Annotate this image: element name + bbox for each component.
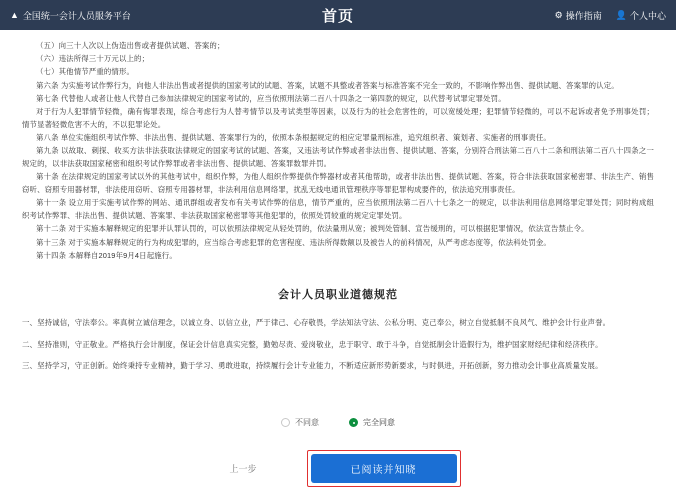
platform-link[interactable] <box>10 9 131 22</box>
clause-list <box>22 40 654 262</box>
operation-guide-label: 操作指南 <box>565 10 602 21</box>
gear-icon: ⚙ <box>554 9 563 20</box>
clause-item: 第十一条 设立用于实施考试作弊的网站、通讯群组或者发布有关考试作弊的信息，情节严重的，应当依照刑法第二百八十七条之一的规定，以非法利用信息网络罪定罪处罚；同时构成组织考试作弊罪、非法出售、提供试题、答案罪、非法获取国家秘密罪等其他犯罪的，依照处罚较重的规定定罪处罚。 <box>22 198 654 221</box>
personal-center-label: 个人中心 <box>629 10 666 21</box>
clause-item: 第六条 为实施考试作弊行为，向他人非法出售或者提供的国家考试的试题、答案，试题不具整或者答案与标准答案不完全一致的，不影响作弊出售、提供试题、答案罪的认定。 <box>36 80 619 90</box>
agreement-radio-group <box>22 417 654 428</box>
radio-disagree[interactable] <box>281 417 319 428</box>
clause-item: （六）违法所得三十万元以上的； <box>36 54 150 64</box>
home-icon: ▲ <box>10 9 19 20</box>
action-buttons <box>22 450 654 487</box>
confirm-read-button[interactable]: 已阅读并知晓 <box>311 454 457 483</box>
top-bar-actions <box>555 9 666 22</box>
clause-item: 对于行为人犯罪情节轻微，确有悔罪表现，综合考虑行为人替考情节以及考试类型等因素，以及行为的社会危害性的，可以宽缓处理；犯罪情节轻微的，可以不起诉或者免予刑事处罚；情节显著轻微危害不大的，不以犯罪论处。 <box>22 107 654 129</box>
radio-agree[interactable] <box>349 417 395 428</box>
norm-list <box>22 316 654 373</box>
page-title: 首页 <box>321 7 354 25</box>
platform-label: 全国统一会计人员服务平台 <box>22 10 131 21</box>
clause-item: 第八条 单位实施组织考试作弊、非法出售、提供试题、答案罪行为的，依照本条根据规定的相应定罪量刑标准，追究组织者、策划者、实施者的刑事责任。 <box>36 133 551 143</box>
clause-item: 第十三条 对于实施本解释规定的行为构成犯罪的，应当综合考虑犯罪的危害程度、违法所得数额以及被告人的前科情况，从严考虑态度等，依法科处罚金。 <box>36 237 551 247</box>
confirm-button-highlight <box>307 450 461 487</box>
norm-item: 一、坚持诚信，守法奉公。率真树立诚信理念，以诚立身、以信立业，严于律己、心存敬畏，学法知法守法、公私分明、克己奉公，树立自觉抵制不良风气、维护会计行业声誉。 <box>22 318 611 328</box>
operation-guide-button[interactable] <box>555 9 602 22</box>
clause-item: （七）其他情节严重的情形。 <box>36 67 135 77</box>
norm-item: 二、坚持准则，守正敬业。严格执行会计制度，保证会计信息真实完整，勤勉尽责、爱岗敬业，忠于职守、敢于斗争，自觉抵制会计造假行为，维护国家财经纪律和经济秩序。 <box>22 339 603 349</box>
norm-item: 三、坚持学习，守正创新。始终秉持专业精神，勤于学习、勇敢进取，持续履行会计专业能力，不断适应新形势新要求，与时俱进，开拓创新，努力推动会计事业高质量发展。 <box>22 361 603 371</box>
clause-item: 第十条 在法律规定的国家考试以外的其他考试中，组织作弊，为他人组织作弊提供作弊器材或者其他帮助，或者非法出售、提供试题、答案，符合非法获取国家秘密罪、非法生产、销售窃听、窃照专用器材罪，非法使用窃听、窃照专用器材罪，非法利用信息网络罪，扰乱无线电通讯管理秩序等罪犯罪构成要件的，依法追究刑事责任。 <box>22 172 654 195</box>
section-heading: 会计人员职业道德规范 <box>278 289 398 302</box>
top-bar <box>0 0 676 30</box>
clause-item: 第十二条 对于实施本解释规定的犯罪并认罪认罚的，可以依照法律规定从轻处罚的，依法量刑从宽；被判处管制、宣告缓刑的，可以根据犯罪情况，依法宣告禁止令。 <box>36 224 589 234</box>
user-icon: 👤 <box>615 9 627 20</box>
content-panel <box>0 30 676 498</box>
clause-item: 第十四条 本解释自2019年9月4日起施行。 <box>36 250 177 260</box>
previous-step-button[interactable]: 上一步 <box>215 458 270 479</box>
clause-item: （五）向三十人次以上伪造出售或者提供试题、答案的； <box>36 41 225 50</box>
radio-dot-icon <box>281 418 290 427</box>
radio-dot-checked-icon <box>349 418 358 427</box>
radio-disagree-label: 不同意 <box>295 418 319 428</box>
personal-center-button[interactable] <box>616 9 666 22</box>
clause-item: 第九条 以故取、刺探、收买方法非法获取法律规定的国家考试的试题、答案，又违法考试作弊或者非法出售、提供试题、答案，分别符合刑法第二百八十二条和刑法第二百八十四条之一规定的，以非法获取国家秘密和组织考试作弊罪或者非法出售、提供试题、答案罪数罪并罚。 <box>22 146 654 169</box>
radio-agree-label: 完全同意 <box>363 418 395 428</box>
clause-item: 第七条 代替他人或者让他人代替自己参加法律规定的国家考试的，应当依照刑法第二百八十四条之一第四款的规定，以代替考试罪定罪处罚。 <box>36 93 506 103</box>
